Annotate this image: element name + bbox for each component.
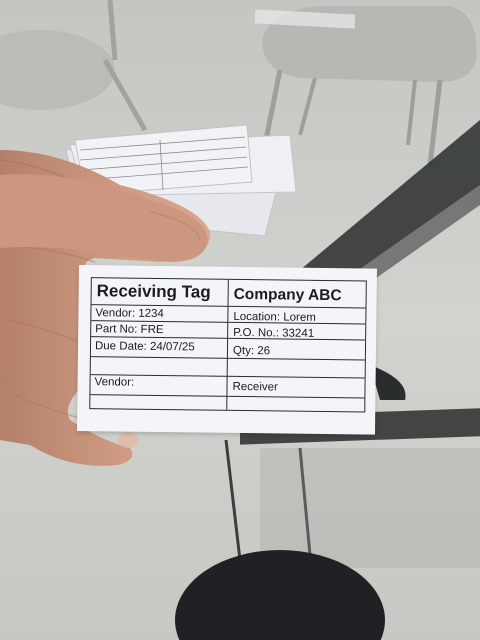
tag-part-no: Part No: FRE: [95, 323, 164, 337]
tag-company: Company ABC: [233, 285, 342, 305]
tag-po-no: P.O. No.: 33241: [233, 326, 315, 340]
tag-location: Location: Lorem: [233, 310, 316, 324]
tag-title: Receiving Tag: [96, 281, 211, 302]
tag-vendor-id: Vendor: 1234: [95, 307, 164, 321]
tag-vendor-label: Vendor:: [94, 376, 135, 389]
receiving-tag: [77, 265, 377, 435]
tag-qty: Qty: 26: [232, 344, 271, 358]
tag-due-date: Due Date: 24/07/25: [94, 340, 195, 354]
tag-receiver-label: Receiver: [232, 380, 278, 394]
tag-grid: [89, 277, 367, 412]
